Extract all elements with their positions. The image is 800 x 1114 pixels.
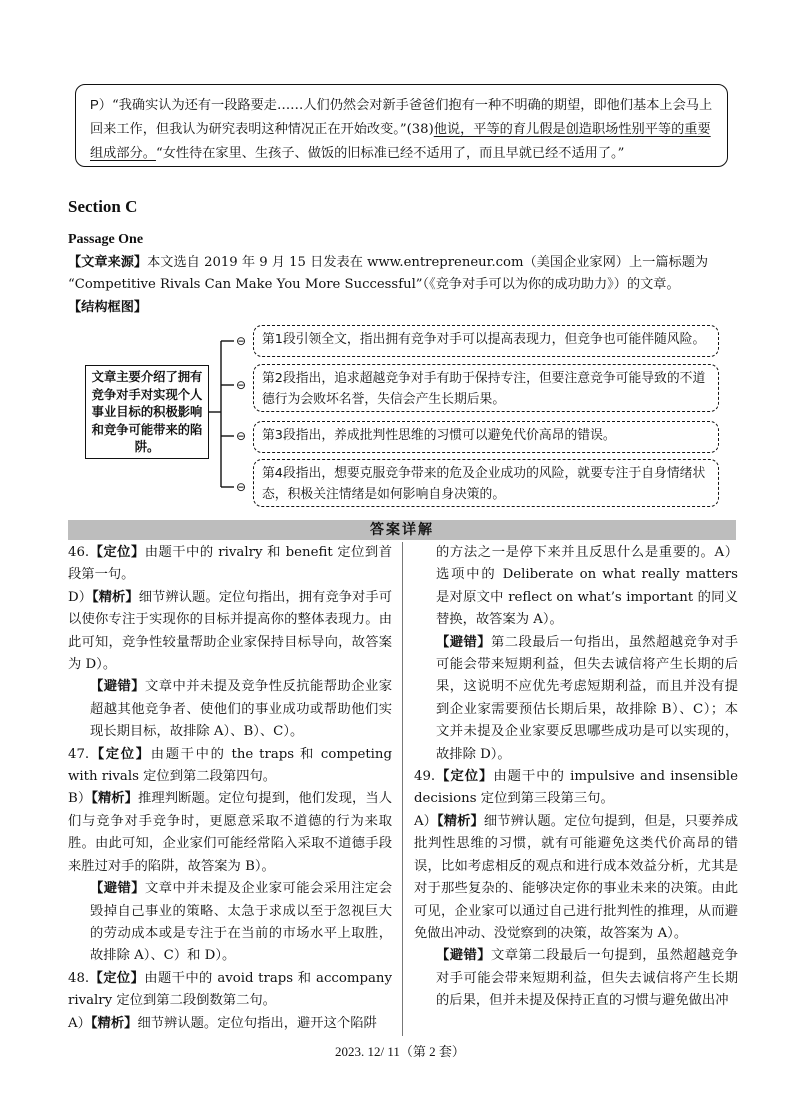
answer-paragraph: [414, 945, 738, 1012]
framework-item-2: 第2段指出，追求超越竞争对手有助于保持专注，但要注意竞争可能导致的不道德行为会败坏名誉，失信会产生长期后果。: [253, 364, 719, 412]
item-tag: 【定位】: [89, 970, 145, 986]
source-label: 【文章来源】: [68, 255, 148, 270]
passage-title: Passage One: [68, 232, 144, 247]
item-text: 由题干中的 avoid traps 和 accompany rivalry 定位到第二段倒数第二句。: [68, 970, 393, 1009]
item-tag: 【精析】: [437, 813, 484, 829]
source-line-2: “Competitive Rivals Can Make You More Successful”（《竞争对手可以为你的成功助力》）的文章。: [68, 277, 680, 292]
item-text: 文章第二段最后一句提到，虽然超越竞争对手可能会带来短期利益，但失去诚信将产生长期的后果，但并未提及保持正直的习惯与避免做出冲: [436, 948, 739, 1009]
item-tag: 【避错】: [90, 679, 145, 695]
item-prefix: 48.: [68, 970, 90, 986]
item-tag: 【定位】: [435, 769, 494, 785]
item-tag: 【避错】: [90, 881, 145, 897]
framework-item-4: 第4段指出，想要克服竞争带来的危及企业成功的风险，就要专注于自身情绪状态，积极关注情绪是如何影响自身决策的。: [253, 459, 719, 507]
source-text-1: 本文选自 2019 年 9 月 15 日发表在 www.entrepreneur.com（美国企业家网）上一篇标题为: [147, 255, 709, 270]
paragraph-text-2: “女性待在家里、生孩子、做饭的旧标准已经不适用了，而且早就已经不适用了。”: [155, 146, 625, 161]
item-tag: 【精析】: [92, 589, 139, 605]
item-tag: 【精析】: [90, 1015, 138, 1031]
item-prefix: 47.: [68, 746, 90, 762]
right-answer-column: [414, 542, 738, 1013]
arrow-circle-icon: ⊖: [236, 480, 247, 494]
arrow-circle-icon: ⊖: [236, 429, 247, 443]
item-prefix: 46.: [68, 545, 90, 560]
item-prefix: A）: [414, 813, 438, 829]
item-text: 由题干中的 the traps 和 competing with rivals 定位到第二段第四句。: [68, 746, 392, 785]
framework-label: 【结构框图】: [68, 300, 148, 315]
section-title: Section C: [68, 197, 138, 216]
item-text: 文章中并未提及企业家可能会采用注定会毁掉自己事业的策略、太急于求成以至于忽视巨大的劳动成本或是专注于在当前的市场水平上取胜，故排除 A）、C）和 D）。: [90, 881, 393, 964]
item-tag: 【精析】: [91, 791, 139, 807]
answer-paragraph: [68, 676, 392, 743]
item-tag: 【定位】: [89, 545, 145, 560]
paragraph-underlined-text: 他说，平等的育儿假是创造职场性别平等的重要组成部分。: [90, 122, 711, 161]
answer-paragraph: [414, 632, 738, 766]
answer-paragraph: [68, 587, 392, 677]
answer-paragraph: [68, 788, 392, 878]
framework-item-3: 第3段指出，养成批判性思维的习惯可以避免代价高昂的错误。: [253, 421, 719, 453]
source-line-1: [68, 253, 738, 273]
item-text: 文章中并未提及竞争性反抗能帮助企业家超越其他竞争者、使他们的事业成功或帮助他们实现长期目标，故排除 A）、B）、C）。: [90, 679, 393, 740]
framework-summary-box: 文章主要介绍了拥有竞争对手对实现个人事业目标的积极影响和竞争可能带来的陷阱。: [85, 365, 209, 459]
item-text: 第二段最后一句指出，虽然超越竞争对手可能会带来短期利益，但失去诚信将产生长期的后果，这说明不应优先考虑短期利益，而且并没有提到企业家需要预估长期后果，故排除 B）、C）；本文并未提及企业家要反思哪些成功是可以实现的，故排除 D）。: [436, 634, 739, 762]
answer-paragraph: [68, 968, 392, 1013]
item-text: 细节辨认题。定位句提到，但是，只要养成批判性思维的习惯，就有可能避免这类代价高昂的错误，比如考虑相反的观点和进行成本效益分析，尤其是对于那些复杂的、能够决定你的事业未来的决策。由此可见，企业家可以通过自己进行批判性的推理，从而避免做出冲动、没觉察到的决策，故答案为 A）。: [414, 813, 738, 941]
answer-paragraph: [68, 542, 392, 587]
item-prefix: A）: [68, 1015, 91, 1031]
item-text: 推理判断题。定位句提到，他们发现，当人们与竞争对手竞争时，更愿意采取不道德的行为来取胜。由此可知，企业家们可能经常陷入采取不道德手段来胜过对手的陷阱，故答案为 B）。: [68, 791, 392, 874]
item-prefix: 49.: [414, 769, 436, 785]
item-text: 细节辨认题。定位句指出，拥有竞争对手可以使你专注于实现你的目标并提高你的整体表现力。由此可知，竞争性较量帮助企业家保持目标导向，故答案为 D）。: [68, 589, 392, 673]
column-divider: [402, 542, 403, 1036]
answer-paragraph: [68, 744, 392, 789]
item-tag: 【定位】: [89, 746, 151, 762]
item-prefix: D）: [68, 589, 93, 605]
item-text: 的方法之一是停下来并且反思什么是重要的。A）选项中的 Deliberate on what really matters 是对原文中 reflect on what’s important 的同义替换，故答案为 A）。: [436, 545, 738, 628]
paragraph-p-box: [75, 84, 728, 167]
page-footer: 2023. 12/ 11（第 2 套）: [335, 1044, 465, 1059]
answer-paragraph: [68, 1013, 392, 1035]
framework-item-1: 第1段引领全文，指出拥有竞争对手可以提高表现力，但竞争也可能伴随风险。: [253, 325, 719, 357]
arrow-circle-icon: ⊖: [236, 334, 247, 348]
item-text: 由题干中的 impulsive and insensible decisions 定位到第三段第三句。: [414, 769, 739, 807]
item-tag: 【避错】: [436, 634, 491, 650]
framework-connector-lines: [209, 335, 249, 495]
paragraph-label: P）: [90, 97, 112, 112]
answer-paragraph: [414, 542, 738, 632]
item-text: 细节辨认题。定位句指出，避开这个陷阱: [137, 1015, 377, 1031]
arrow-circle-icon: ⊖: [236, 378, 247, 392]
answer-paragraph: [414, 811, 738, 945]
left-answer-column: [68, 542, 392, 1035]
item-tag: 【避错】: [436, 948, 491, 964]
answer-section-banner: 答案详解: [68, 520, 736, 540]
paragraph-text-1: “我确实认为还有一段路要走……人们仍然会对新手爸爸们抱有一种不明确的期望，即他们基本上会马上回来工作，但我认为研究表明这种情况正在开始改变。”(38): [90, 98, 713, 137]
answer-paragraph: [68, 878, 392, 968]
answer-paragraph: [414, 766, 738, 811]
item-prefix: B）: [68, 791, 92, 807]
item-text: 由题干中的 rivalry 和 benefit 定位到首段第一句。: [68, 545, 393, 583]
